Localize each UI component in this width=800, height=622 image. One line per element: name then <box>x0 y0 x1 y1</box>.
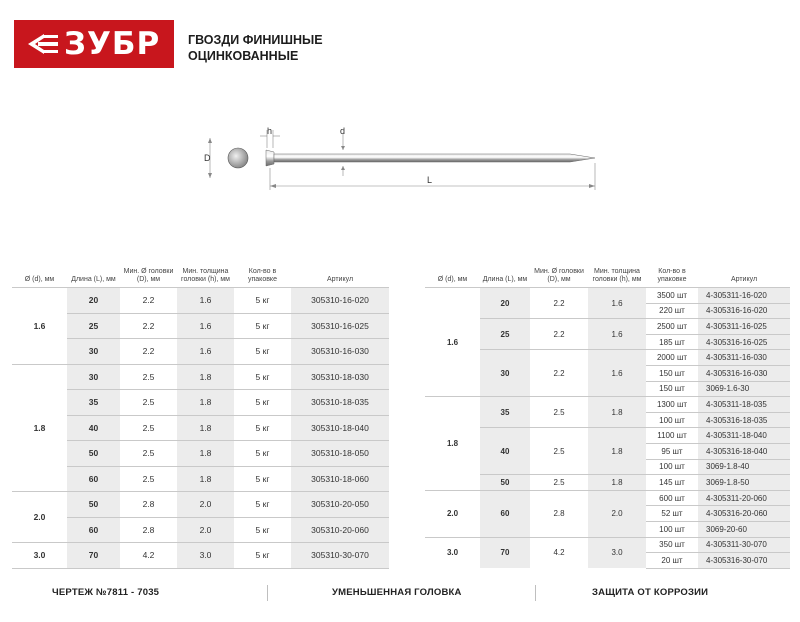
table-row <box>12 313 389 339</box>
head-diameter-cell: 2.5 <box>120 415 177 441</box>
article-cell: 305310-30-070 <box>291 543 389 569</box>
head-diameter-cell: 2.5 <box>120 364 177 390</box>
footer-corrosion-protection: ЗАЩИТА ОТ КОРРОЗИИ <box>592 587 709 598</box>
head-diameter-cell: 2.8 <box>530 490 588 537</box>
head-thickness-cell: 1.8 <box>177 364 234 390</box>
diameter-cell: 1.6 <box>12 288 67 365</box>
article-cell: 4-305316-16-025 <box>698 334 790 350</box>
column-header: Длина (L), мм <box>71 276 116 283</box>
title-line-1: ГВОЗДИ ФИНИШНЫЕ <box>188 33 323 47</box>
length-cell: 35 <box>67 390 120 416</box>
nail-head-side <box>266 150 274 166</box>
head-thickness-cell: 1.8 <box>177 466 234 492</box>
article-cell: 3069-1.6-30 <box>698 381 790 397</box>
column-header: Ø (d), мм <box>437 276 468 283</box>
column-header: Длина (L), мм <box>482 276 528 283</box>
nail-head-top <box>228 148 248 168</box>
table-row <box>12 441 389 467</box>
footer-divider <box>267 585 268 601</box>
diameter-cell: 1.6 <box>425 288 480 397</box>
article-cell: 4-305311-18-035 <box>698 397 790 413</box>
table-row <box>425 319 790 335</box>
column-header: Артикул <box>326 276 354 283</box>
length-cell: 20 <box>480 288 530 319</box>
pack-quantity-cell: 5 кг <box>234 441 291 467</box>
article-cell: 4-305316-16-030 <box>698 365 790 381</box>
pack-quantity-cell: 5 кг <box>234 364 291 390</box>
table-header-row <box>12 260 389 288</box>
pack-quantity-cell: 52 шт <box>646 506 698 522</box>
table-row <box>425 490 790 506</box>
head-diameter-cell: 2.2 <box>120 288 177 314</box>
article-cell: 305310-16-020 <box>291 288 389 314</box>
table-row <box>12 288 389 314</box>
dim-h-label: h <box>267 126 273 136</box>
article-cell: 305310-20-060 <box>291 517 389 543</box>
table-row <box>425 475 790 491</box>
head-diameter-cell: 2.2 <box>530 350 588 397</box>
table-row <box>425 537 790 553</box>
length-cell: 30 <box>67 364 120 390</box>
head-diameter-cell: 2.5 <box>120 466 177 492</box>
pack-quantity-cell: 220 шт <box>646 303 698 319</box>
length-cell: 35 <box>480 397 530 428</box>
page-title <box>188 32 323 64</box>
column-header: Артикул <box>730 276 758 283</box>
article-cell: 4-305311-16-030 <box>698 350 790 366</box>
pack-quantity-cell: 150 шт <box>646 381 698 397</box>
head-diameter-cell: 2.8 <box>120 517 177 543</box>
pack-quantity-cell: 5 кг <box>234 466 291 492</box>
head-diameter-cell: 2.5 <box>530 475 588 491</box>
article-cell: 3069-20-60 <box>698 521 790 537</box>
article-cell: 305310-18-050 <box>291 441 389 467</box>
head-thickness-cell: 2.0 <box>177 517 234 543</box>
column-header: Ø (d), мм <box>24 276 55 283</box>
dim-D-label: D <box>204 153 211 163</box>
article-cell: 4-305316-18-040 <box>698 443 790 459</box>
article-cell: 4-305316-20-060 <box>698 506 790 522</box>
head-diameter-cell: 2.5 <box>120 390 177 416</box>
head-thickness-cell: 1.8 <box>177 390 234 416</box>
title-line-2: ОЦИНКОВАННЫЕ <box>188 49 299 63</box>
article-cell: 3069-1.8-50 <box>698 475 790 491</box>
head-thickness-cell: 1.6 <box>588 350 646 397</box>
pack-quantity-cell: 350 шт <box>646 537 698 553</box>
head-thickness-cell: 2.0 <box>588 490 646 537</box>
table-row <box>12 415 389 441</box>
table-row <box>12 339 389 365</box>
length-cell: 50 <box>480 475 530 491</box>
length-cell: 25 <box>480 319 530 350</box>
pack-quantity-cell: 150 шт <box>646 365 698 381</box>
length-cell: 40 <box>480 428 530 475</box>
spec-table-kg <box>12 260 389 569</box>
pack-quantity-cell: 100 шт <box>646 521 698 537</box>
footer-bar <box>0 585 800 603</box>
pack-quantity-cell: 100 шт <box>646 412 698 428</box>
pack-quantity-cell: 5 кг <box>234 339 291 365</box>
nail-diagram <box>190 118 610 203</box>
footer-divider <box>535 585 536 601</box>
article-cell: 305310-18-040 <box>291 415 389 441</box>
pack-quantity-cell: 2000 шт <box>646 350 698 366</box>
length-cell: 70 <box>480 537 530 568</box>
column-header: Мин. толщина головки (h), мм <box>181 268 230 283</box>
head-thickness-cell: 1.6 <box>588 319 646 350</box>
head-thickness-cell: 1.8 <box>588 428 646 475</box>
pack-quantity-cell: 5 кг <box>234 288 291 314</box>
article-cell: 305310-18-035 <box>291 390 389 416</box>
table-row <box>12 364 389 390</box>
pack-quantity-cell: 1300 шт <box>646 397 698 413</box>
dim-d-label: d <box>340 126 346 136</box>
article-cell: 4-305311-16-020 <box>698 288 790 304</box>
head-diameter-cell: 2.2 <box>530 288 588 319</box>
diameter-cell: 2.0 <box>425 490 480 537</box>
article-cell: 4-305316-30-070 <box>698 553 790 569</box>
pack-quantity-cell: 145 шт <box>646 475 698 491</box>
diameter-cell: 2.0 <box>12 492 67 543</box>
pack-quantity-cell: 95 шт <box>646 443 698 459</box>
length-cell: 60 <box>480 490 530 537</box>
article-cell: 305310-16-025 <box>291 313 389 339</box>
article-cell: 4-305316-16-020 <box>698 303 790 319</box>
pack-quantity-cell: 5 кг <box>234 543 291 569</box>
table-header-row <box>425 260 790 288</box>
head-thickness-cell: 1.6 <box>177 313 234 339</box>
length-cell: 60 <box>67 517 120 543</box>
article-cell: 305310-16-030 <box>291 339 389 365</box>
diameter-cell: 3.0 <box>425 537 480 568</box>
head-thickness-cell: 1.8 <box>588 475 646 491</box>
head-thickness-cell: 1.8 <box>177 415 234 441</box>
head-diameter-cell: 2.2 <box>120 313 177 339</box>
pack-quantity-cell: 5 кг <box>234 492 291 518</box>
pack-quantity-cell: 600 шт <box>646 490 698 506</box>
brand-name: ЗУБР <box>64 26 161 62</box>
brand-logo <box>14 20 174 68</box>
head-diameter-cell: 4.2 <box>120 543 177 569</box>
pack-quantity-cell: 2500 шт <box>646 319 698 335</box>
head-thickness-cell: 3.0 <box>588 537 646 568</box>
pack-quantity-cell: 20 шт <box>646 553 698 569</box>
head-diameter-cell: 2.2 <box>530 319 588 350</box>
length-cell: 30 <box>67 339 120 365</box>
table-row <box>425 397 790 413</box>
length-cell: 30 <box>480 350 530 397</box>
article-cell: 305310-18-030 <box>291 364 389 390</box>
head-thickness-cell: 1.8 <box>177 441 234 467</box>
length-cell: 50 <box>67 492 120 518</box>
pack-quantity-cell: 3500 шт <box>646 288 698 304</box>
head-diameter-cell: 2.5 <box>120 441 177 467</box>
nail-shank <box>274 154 595 162</box>
pack-quantity-cell: 5 кг <box>234 517 291 543</box>
length-cell: 25 <box>67 313 120 339</box>
head-diameter-cell: 2.8 <box>120 492 177 518</box>
length-cell: 70 <box>67 543 120 569</box>
table-row <box>425 288 790 304</box>
head-diameter-cell: 4.2 <box>530 537 588 568</box>
table-row <box>12 543 389 569</box>
pack-quantity-cell: 5 кг <box>234 390 291 416</box>
column-header: Кол-во в упаковке <box>657 268 687 283</box>
article-cell: 305310-18-060 <box>291 466 389 492</box>
article-cell: 4-305311-18-040 <box>698 428 790 444</box>
head-diameter-cell: 2.2 <box>120 339 177 365</box>
spec-table-pieces <box>425 260 790 569</box>
footer-drawing-number: ЧЕРТЕЖ №7811 - 7035 <box>52 587 160 598</box>
pack-quantity-cell: 5 кг <box>234 415 291 441</box>
head-diameter-cell: 2.5 <box>530 397 588 428</box>
head-thickness-cell: 2.0 <box>177 492 234 518</box>
article-cell: 4-305311-16-025 <box>698 319 790 335</box>
article-cell: 4-305311-30-070 <box>698 537 790 553</box>
length-cell: 50 <box>67 441 120 467</box>
length-cell: 60 <box>67 466 120 492</box>
diameter-cell: 3.0 <box>12 543 67 569</box>
column-header: Мин. Ø головки (D), мм <box>534 268 584 283</box>
table-row <box>12 517 389 543</box>
table-row <box>12 492 389 518</box>
head-diameter-cell: 2.5 <box>530 428 588 475</box>
column-header: Мин. Ø головки (D), мм <box>123 268 174 283</box>
article-cell: 4-305316-18-035 <box>698 412 790 428</box>
head-thickness-cell: 1.6 <box>177 339 234 365</box>
head-thickness-cell: 1.6 <box>177 288 234 314</box>
pack-quantity-cell: 5 кг <box>234 313 291 339</box>
pack-quantity-cell: 1100 шт <box>646 428 698 444</box>
diameter-cell: 1.8 <box>425 397 480 491</box>
pack-quantity-cell: 100 шт <box>646 459 698 475</box>
diameter-cell: 1.8 <box>12 364 67 492</box>
article-cell: 305310-20-050 <box>291 492 389 518</box>
table-row <box>12 466 389 492</box>
length-cell: 20 <box>67 288 120 314</box>
article-cell: 3069-1.8-40 <box>698 459 790 475</box>
article-cell: 4-305311-20-060 <box>698 490 790 506</box>
column-header: Мин. толщина головки (h), мм <box>592 268 642 283</box>
column-header: Кол-во в упаковке <box>248 268 277 283</box>
dim-L-label: L <box>427 175 433 185</box>
table-row <box>425 428 790 444</box>
footer-reduced-head: УМЕНЬШЕННАЯ ГОЛОВКА <box>332 587 462 598</box>
table-row <box>12 390 389 416</box>
head-thickness-cell: 1.6 <box>588 288 646 319</box>
head-thickness-cell: 1.8 <box>588 397 646 428</box>
head-thickness-cell: 3.0 <box>177 543 234 569</box>
length-cell: 40 <box>67 415 120 441</box>
pack-quantity-cell: 185 шт <box>646 334 698 350</box>
table-row <box>425 350 790 366</box>
